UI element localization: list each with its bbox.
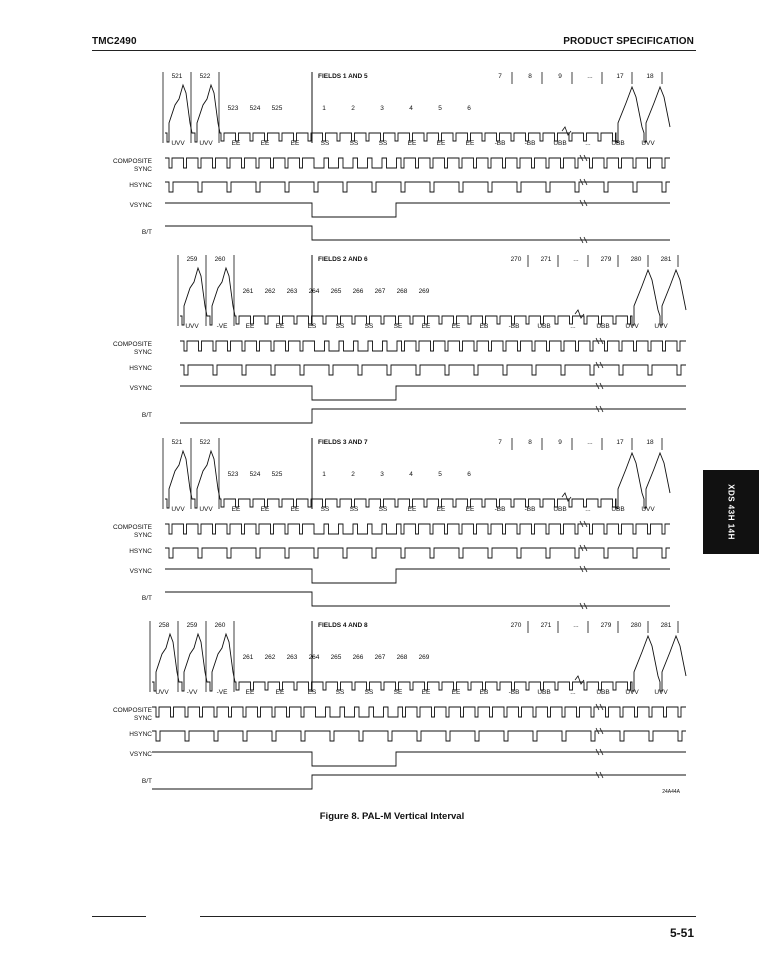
panel-3-right-line-label: 18 — [646, 439, 654, 446]
panel-3-line-code: UVV — [171, 506, 185, 513]
panel-2-line-code: -BB — [508, 323, 520, 330]
panel-4-signal-label-3: HSYNC — [129, 731, 152, 738]
panel-3-line-code: -BB — [524, 506, 536, 513]
panel-1-line-code: ... — [585, 140, 591, 147]
panel-4-video-trace — [152, 634, 686, 691]
panel-3-top-line-label: 521 — [171, 439, 183, 446]
panel-2-right-line-label: 281 — [660, 256, 672, 263]
panel-3-field-line-label: 3 — [380, 471, 384, 478]
panel-2-top-line-label: 260 — [214, 256, 226, 263]
panel-4-mid-line-label: 264 — [308, 654, 320, 661]
panel-4-right-line-label: 280 — [630, 622, 642, 629]
panel-4-right-line-label: ... — [573, 622, 579, 629]
panel-1-line-code: SS — [378, 140, 388, 147]
panel-2-signal-label-3: HSYNC — [129, 365, 152, 372]
panel-3-bt-trace — [165, 592, 670, 606]
panel-4-line-code: ES — [307, 689, 317, 696]
panel-2-line-code: SS — [364, 323, 374, 330]
panel-3-line-code: UVV — [641, 506, 655, 513]
panel-3-top-line-label: 522 — [199, 439, 211, 446]
panel-4-composite-sync-trace — [152, 707, 686, 717]
panel-3-right-line-label: ... — [587, 439, 593, 446]
panel-1-vsync-trace — [165, 203, 670, 217]
panel-1-signal-label-2: SYNC — [133, 166, 152, 173]
panel-3-mid-line-label: 525 — [271, 471, 283, 478]
panel-2-mid-line-label: 269 — [418, 288, 430, 295]
panel-1-video-trace — [165, 85, 670, 142]
panel-2-top-line-label: 259 — [186, 256, 198, 263]
panel-1-line-code: EE — [290, 140, 300, 147]
panel-4-line-code: EE — [421, 689, 431, 696]
panel-4-line-code: -VE — [216, 689, 228, 696]
panel-4-line-code: SE — [393, 689, 403, 696]
panel-4-line-code: SS — [364, 689, 374, 696]
panel-1-signal-label-4: VSYNC — [129, 202, 152, 209]
panel-1-title: FIELDS 1 AND 5 — [318, 73, 368, 80]
panel-3-line-code: SS — [320, 506, 330, 513]
panel-1-field-line-label: 6 — [467, 105, 471, 112]
panel-4-mid-line-label: 266 — [352, 654, 364, 661]
panel-2-line-code: UBB — [596, 323, 610, 330]
panel-1-right-line-label: 17 — [616, 73, 624, 80]
panel-3-right-line-label: 17 — [616, 439, 624, 446]
panel-1-line-code: SS — [320, 140, 330, 147]
panel-2-break-mark — [575, 310, 584, 318]
panel-2-signal-label-2: SYNC — [133, 349, 152, 356]
panel-1-right-line-label: 8 — [528, 73, 532, 80]
panel-3-hsync-trace — [165, 548, 670, 558]
panel-2-line-code: -VE — [216, 323, 228, 330]
panel-3-break-mark — [562, 493, 571, 501]
panel-2-line-code: EE — [245, 323, 255, 330]
panel-3-line-code: EE — [231, 506, 241, 513]
header-document-type: PRODUCT SPECIFICATION — [563, 36, 694, 47]
panel-1-line-code: EE — [407, 140, 417, 147]
panel-1-right-line-label: 18 — [646, 73, 654, 80]
panel-4-signal-label-5: B/T — [141, 778, 152, 785]
panel-1-line-code: -BB — [494, 140, 506, 147]
panel-3-mid-line-label: 524 — [249, 471, 261, 478]
panel-2-title: FIELDS 2 AND 6 — [318, 256, 368, 263]
panel-4-line-code: UBB — [596, 689, 610, 696]
panel-2-line-code: ... — [570, 323, 576, 330]
panel-3-line-code: EE — [290, 506, 300, 513]
panel-4-mid-line-label: 265 — [330, 654, 342, 661]
panel-3-field-line-label: 5 — [438, 471, 442, 478]
panel-2-composite-sync-trace — [180, 341, 686, 351]
panel-2-mid-line-label: 263 — [286, 288, 298, 295]
panel-4-break-mark — [575, 676, 584, 684]
panel-4-signal-label-2: SYNC — [133, 715, 152, 722]
panel-4-line-code: UVV — [654, 689, 668, 696]
panel-4-line-code: ... — [570, 689, 576, 696]
panel-1-field-line-label: 1 — [322, 105, 326, 112]
panel-1-field-line-label: 2 — [351, 105, 355, 112]
panel-1-field-line-label: 3 — [380, 105, 384, 112]
panel-1-right-line-label: 9 — [558, 73, 562, 80]
panel-2-line-code: UVV — [185, 323, 199, 330]
panel-2-right-line-label: 279 — [600, 256, 612, 263]
panel-1-signal-label-1: COMPOSITE — [112, 158, 152, 165]
panel-4-mid-line-label: 263 — [286, 654, 298, 661]
panel-3-field-line-label: 4 — [409, 471, 413, 478]
panel-4-signal-label-4: VSYNC — [129, 751, 152, 758]
panel-4-line-code: EE — [275, 689, 285, 696]
panel-2-line-code: UVV — [625, 323, 639, 330]
panel-1-top-line-label: 522 — [199, 73, 211, 80]
panel-3-line-code: SS — [378, 506, 388, 513]
panel-4-mid-line-label: 262 — [264, 654, 276, 661]
panel-2-signal-label-1: COMPOSITE — [112, 341, 152, 348]
panel-4-line-code: -VV — [186, 689, 198, 696]
panel-2-line-code: EE — [275, 323, 285, 330]
panel-3-composite-sync-trace — [165, 524, 670, 534]
panel-4-line-code: EE — [451, 689, 461, 696]
panel-3-signal-label-1: COMPOSITE — [112, 524, 152, 531]
panel-4-hsync-trace — [152, 731, 686, 741]
panel-1-line-code: UVV — [171, 140, 185, 147]
panel-2-mid-line-label: 262 — [264, 288, 276, 295]
panel-3-signal-label-2: SYNC — [133, 532, 152, 539]
panel-4-right-line-label: 279 — [600, 622, 612, 629]
panel-4-top-line-label: 259 — [186, 622, 198, 629]
panel-2-hsync-trace — [180, 365, 686, 375]
panel-3-line-code: UVV — [199, 506, 213, 513]
panel-1-mid-line-label: 525 — [271, 105, 283, 112]
panel-4-right-line-label: 271 — [540, 622, 552, 629]
panel-4-title: FIELDS 4 AND 8 — [318, 622, 368, 629]
panel-1-signal-label-5: B/T — [141, 229, 152, 236]
panel-1-hsync-trace — [165, 182, 670, 192]
section-tab — [703, 470, 759, 554]
panel-3-vsync-trace — [165, 569, 670, 583]
panel-2-vsync-trace — [180, 386, 686, 400]
panel-1-line-code: UBB — [553, 140, 567, 147]
panel-1-mid-line-label: 524 — [249, 105, 261, 112]
panel-3-line-code: -BB — [494, 506, 506, 513]
panel-1-line-code: EE — [465, 140, 475, 147]
figure-code: 24A44A — [662, 789, 680, 795]
panel-1-break-mark — [562, 127, 571, 135]
panel-2-line-code: EE — [451, 323, 461, 330]
section-tab-label: XDS 43H 14H — [726, 484, 736, 540]
panel-2-mid-line-label: 266 — [352, 288, 364, 295]
panel-3-mid-line-label: 523 — [227, 471, 239, 478]
panel-4-mid-line-label: 261 — [242, 654, 254, 661]
panel-2-video-trace — [180, 268, 686, 325]
panel-1-line-code: -BB — [524, 140, 536, 147]
panel-3-line-code: ... — [585, 506, 591, 513]
panel-1-right-line-label: 7 — [498, 73, 502, 80]
panel-1-line-code: UBB — [611, 140, 625, 147]
panel-3-right-line-label: 9 — [558, 439, 562, 446]
panel-3-right-line-label: 7 — [498, 439, 502, 446]
panel-2-line-code: SE — [393, 323, 403, 330]
panel-3-title: FIELDS 3 AND 7 — [318, 439, 368, 446]
panel-1-line-code: EE — [231, 140, 241, 147]
panel-2-right-line-label: ... — [573, 256, 579, 263]
panel-2-line-code: UVV — [654, 323, 668, 330]
panel-4-top-line-label: 260 — [214, 622, 226, 629]
panel-1-bt-trace — [165, 226, 670, 240]
panel-4-line-code: EE — [245, 689, 255, 696]
panel-3-video-trace — [165, 451, 670, 508]
panel-2-mid-line-label: 268 — [396, 288, 408, 295]
panel-4-right-line-label: 270 — [510, 622, 522, 629]
panel-2-signal-label-4: VSYNC — [129, 385, 152, 392]
panel-4-vsync-trace — [152, 752, 686, 766]
panel-4-line-code: UVV — [155, 689, 169, 696]
panel-2-line-code: SS — [335, 323, 345, 330]
panel-2-mid-line-label: 261 — [242, 288, 254, 295]
panel-2-signal-label-5: B/T — [141, 412, 152, 419]
panel-1-line-code: UVV — [641, 140, 655, 147]
panel-3-right-line-label: 8 — [528, 439, 532, 446]
panel-2-mid-line-label: 267 — [374, 288, 386, 295]
header-part-number: TMC2490 — [92, 36, 137, 47]
panel-1-right-line-label: ... — [587, 73, 593, 80]
panel-4-mid-line-label: 268 — [396, 654, 408, 661]
panel-1-field-line-label: 5 — [438, 105, 442, 112]
page-number: 5-51 — [669, 926, 694, 940]
panel-3-line-code: SS — [349, 506, 359, 513]
panel-3-line-code: UBB — [611, 506, 625, 513]
panel-4-right-line-label: 281 — [660, 622, 672, 629]
panel-4-line-code: -BB — [508, 689, 520, 696]
panel-1-line-code: EE — [260, 140, 270, 147]
panel-3-line-code: EE — [407, 506, 417, 513]
panel-3-signal-label-4: VSYNC — [129, 568, 152, 575]
footer-rule-left — [92, 916, 146, 917]
panel-3-field-line-label: 1 — [322, 471, 326, 478]
panel-1-top-line-label: 521 — [171, 73, 183, 80]
panel-2-line-code: UBB — [537, 323, 551, 330]
panel-1-signal-label-3: HSYNC — [129, 182, 152, 189]
panel-1-composite-sync-trace — [165, 158, 670, 168]
panel-4-line-code: UBB — [537, 689, 551, 696]
panel-2-right-line-label: 271 — [540, 256, 552, 263]
panel-2-line-code: ES — [307, 323, 317, 330]
panel-2-line-code: EB — [479, 323, 489, 330]
panel-4-signal-label-1: COMPOSITE — [112, 707, 152, 714]
figure-caption: Figure 8. PAL-M Vertical Interval — [319, 811, 465, 822]
panel-4-mid-line-label: 269 — [418, 654, 430, 661]
panel-1-mid-line-label: 523 — [227, 105, 239, 112]
panel-2-right-line-label: 280 — [630, 256, 642, 263]
panel-3-field-line-label: 2 — [351, 471, 355, 478]
panel-4-line-code: UVV — [625, 689, 639, 696]
panel-3-line-code: EE — [465, 506, 475, 513]
panel-1-field-line-label: 4 — [409, 105, 413, 112]
panel-4-line-code: EB — [479, 689, 489, 696]
panel-3-line-code: EE — [436, 506, 446, 513]
panel-3-signal-label-3: HSYNC — [129, 548, 152, 555]
panel-2-mid-line-label: 265 — [330, 288, 342, 295]
panel-4-line-code: SS — [335, 689, 345, 696]
panel-4-bt-trace — [152, 775, 686, 789]
panel-1-line-code: EE — [436, 140, 446, 147]
panel-4-mid-line-label: 267 — [374, 654, 386, 661]
panel-3-line-code: UBB — [553, 506, 567, 513]
panel-3-line-code: EE — [260, 506, 270, 513]
panel-2-mid-line-label: 264 — [308, 288, 320, 295]
panel-3-signal-label-5: B/T — [141, 595, 152, 602]
panel-2-line-code: EE — [421, 323, 431, 330]
panel-4-top-line-label: 258 — [158, 622, 170, 629]
panel-1-line-code: UVV — [199, 140, 213, 147]
footer-rule-right — [200, 916, 696, 917]
panel-2-bt-trace — [180, 409, 686, 423]
panel-1-line-code: SS — [349, 140, 359, 147]
panel-3-field-line-label: 6 — [467, 471, 471, 478]
panel-2-right-line-label: 270 — [510, 256, 522, 263]
